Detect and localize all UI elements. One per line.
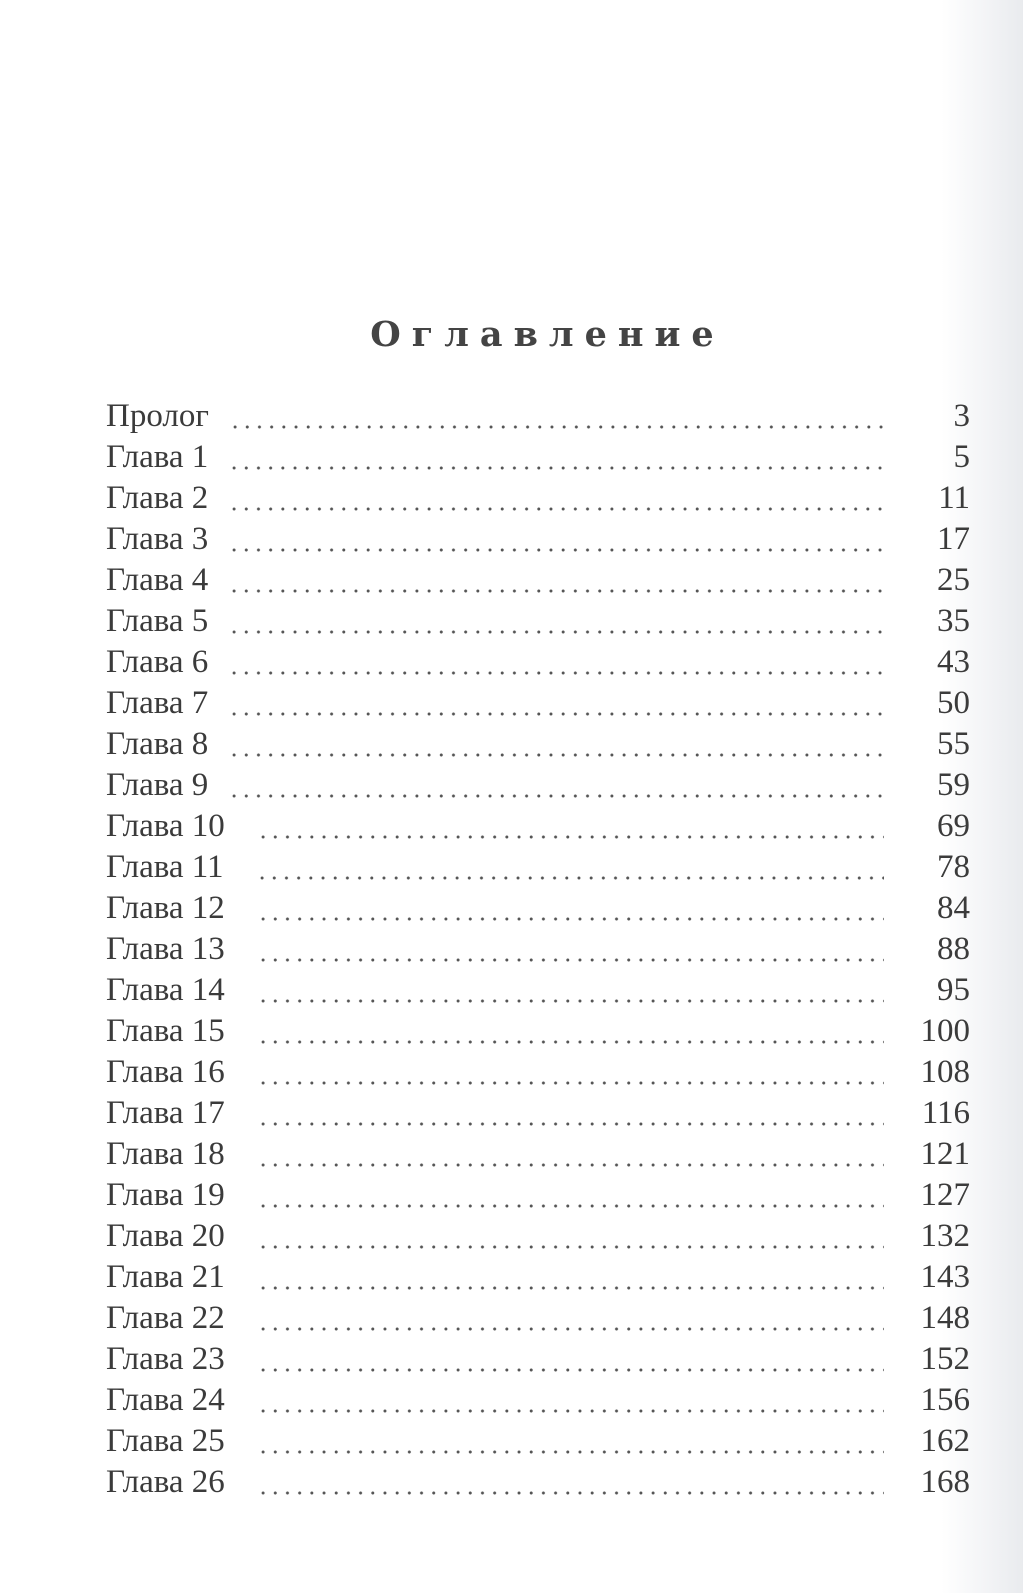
dot-leader	[229, 424, 884, 430]
table-of-contents	[106, 398, 970, 1505]
toc-entry	[106, 1013, 970, 1054]
toc-entry	[106, 562, 970, 603]
toc-entry-page: 100	[920, 1013, 970, 1049]
toc-entry-label: Пролог	[106, 398, 209, 434]
toc-entry-label: Глава 11	[106, 849, 224, 885]
toc-entry-label: Глава 7	[106, 685, 209, 721]
toc-entry-page: 152	[920, 1341, 970, 1377]
toc-entry	[106, 1218, 970, 1259]
toc-entry-label: Глава 8	[106, 726, 209, 762]
dot-leader	[257, 1203, 884, 1209]
dot-leader	[257, 1121, 884, 1127]
toc-entry-page: 88	[937, 931, 970, 967]
toc-entry-page: 132	[920, 1218, 970, 1254]
dot-leader	[257, 1080, 884, 1086]
toc-entry-label: Глава 25	[106, 1423, 225, 1459]
page-title: Оглавление	[370, 314, 725, 355]
toc-entry-page: 162	[920, 1423, 970, 1459]
dot-leader	[257, 1490, 884, 1496]
dot-leader	[228, 752, 884, 758]
dot-leader	[257, 998, 884, 1004]
toc-entry-label: Глава 17	[106, 1095, 225, 1131]
toc-entry	[106, 1423, 970, 1464]
toc-entry-page: 3	[953, 398, 970, 434]
toc-entry	[106, 1095, 970, 1136]
dot-leader	[228, 629, 884, 635]
toc-entry	[106, 931, 970, 972]
toc-entry-label: Глава 12	[106, 890, 225, 926]
dot-leader	[257, 1367, 884, 1373]
toc-entry-page: 50	[937, 685, 970, 721]
toc-entry	[106, 521, 970, 562]
toc-entry	[106, 1382, 970, 1423]
toc-entry-page: 127	[920, 1177, 970, 1213]
toc-entry	[106, 849, 970, 890]
toc-entry	[106, 1259, 970, 1300]
toc-entry-page: 116	[921, 1095, 970, 1131]
toc-entry	[106, 685, 970, 726]
dot-leader	[257, 916, 884, 922]
toc-entry-page: 11	[938, 480, 970, 516]
toc-entry-page: 5	[953, 439, 970, 475]
toc-entry-page: 35	[937, 603, 970, 639]
toc-entry	[106, 644, 970, 685]
toc-entry-page: 168	[920, 1464, 970, 1500]
toc-entry	[106, 480, 970, 521]
toc-entry-label: Глава 4	[106, 562, 209, 598]
toc-entry-page: 25	[937, 562, 970, 598]
toc-entry	[106, 1341, 970, 1382]
toc-entry-page: 69	[937, 808, 970, 844]
toc-entry-label: Глава 18	[106, 1136, 225, 1172]
toc-entry-label: Глава 15	[106, 1013, 225, 1049]
toc-entry-label: Глава 23	[106, 1341, 225, 1377]
toc-entry-label: Глава 19	[106, 1177, 225, 1213]
toc-entry-label: Глава 6	[106, 644, 209, 680]
toc-entry	[106, 1054, 970, 1095]
toc-entry-label: Глава 22	[106, 1300, 225, 1336]
dot-leader	[257, 1326, 884, 1332]
dot-leader	[257, 1285, 884, 1291]
dot-leader	[257, 1408, 884, 1414]
toc-entry	[106, 726, 970, 767]
dot-leader	[257, 834, 884, 840]
toc-entry	[106, 398, 970, 439]
toc-entry-page: 148	[920, 1300, 970, 1336]
toc-entry	[106, 1300, 970, 1341]
dot-leader	[228, 670, 884, 676]
dot-leader	[228, 711, 884, 717]
toc-entry-page: 59	[937, 767, 970, 803]
dot-leader	[228, 547, 884, 553]
toc-entry-page: 95	[937, 972, 970, 1008]
toc-entry-label: Глава 20	[106, 1218, 225, 1254]
dot-leader	[257, 1449, 884, 1455]
dot-leader	[228, 506, 884, 512]
dot-leader	[257, 1039, 884, 1045]
toc-entry-page: 84	[937, 890, 970, 926]
toc-entry	[106, 890, 970, 931]
toc-entry-label: Глава 13	[106, 931, 225, 967]
dot-leader	[256, 875, 884, 881]
toc-entry-label: Глава 5	[106, 603, 209, 639]
toc-entry	[106, 767, 970, 808]
dot-leader	[257, 1244, 884, 1250]
toc-entry-page: 78	[937, 849, 970, 885]
toc-entry-label: Глава 14	[106, 972, 225, 1008]
toc-entry-label: Глава 21	[106, 1259, 225, 1295]
toc-entry-page: 55	[937, 726, 970, 762]
toc-entry	[106, 603, 970, 644]
toc-entry-page: 17	[937, 521, 970, 557]
toc-entry-page: 108	[920, 1054, 970, 1090]
dot-leader	[228, 793, 884, 799]
toc-entry-label: Глава 26	[106, 1464, 225, 1500]
toc-entry-page: 121	[920, 1136, 970, 1172]
toc-entry-label: Глава 10	[106, 808, 225, 844]
toc-entry-label: Глава 16	[106, 1054, 225, 1090]
toc-entry	[106, 972, 970, 1013]
toc-entry-label: Глава 2	[106, 480, 209, 516]
dot-leader	[228, 465, 884, 471]
toc-entry-page: 156	[920, 1382, 970, 1418]
dot-leader	[228, 588, 884, 594]
toc-entry-label: Глава 9	[106, 767, 209, 803]
dot-leader	[257, 1162, 884, 1168]
dot-leader	[257, 957, 884, 963]
toc-entry	[106, 1464, 970, 1505]
toc-entry-page: 43	[937, 644, 970, 680]
toc-entry	[106, 439, 970, 480]
toc-entry	[106, 1136, 970, 1177]
toc-entry	[106, 1177, 970, 1218]
toc-entry-label: Глава 1	[106, 439, 209, 475]
toc-entry-page: 143	[920, 1259, 970, 1295]
toc-entry	[106, 808, 970, 849]
toc-entry-label: Глава 3	[106, 521, 209, 557]
toc-entry-label: Глава 24	[106, 1382, 225, 1418]
